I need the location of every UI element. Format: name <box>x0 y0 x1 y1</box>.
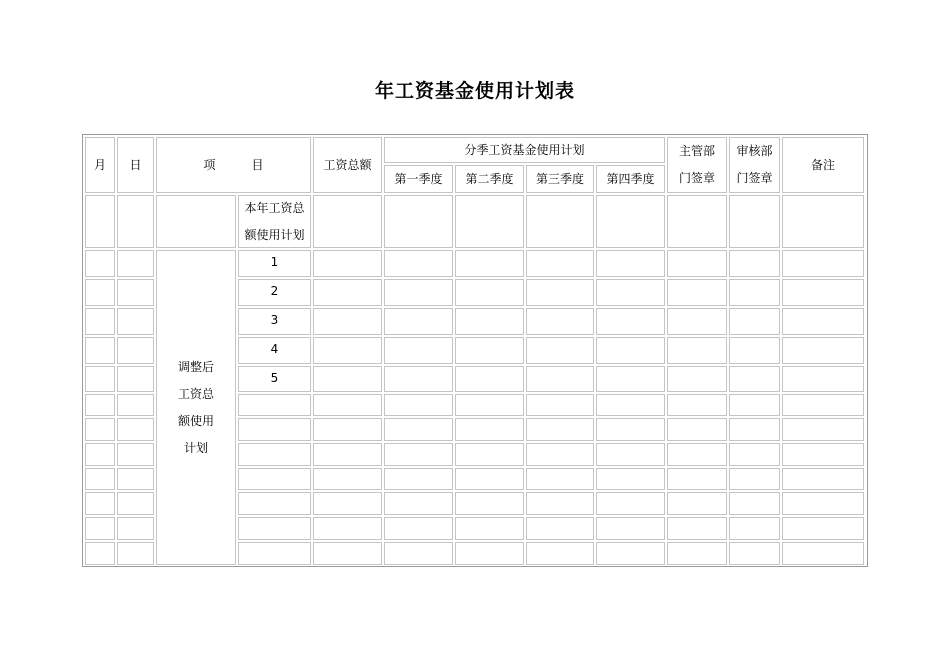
row-2-q3 <box>526 279 594 306</box>
row-11-q2 <box>455 517 524 540</box>
adjusted-line3: 额使用 <box>177 413 214 428</box>
row-number-2: 2 <box>238 279 311 306</box>
row-7-q2 <box>455 418 524 441</box>
row-2-q4 <box>596 279 665 306</box>
row-11-reviewer <box>729 517 780 540</box>
row-10-day <box>117 492 154 515</box>
row-2-q1 <box>384 279 453 306</box>
row-5-q1 <box>384 366 453 392</box>
row-3-month <box>85 308 115 335</box>
row-8-q1 <box>384 443 453 466</box>
row-9-q1 <box>384 468 453 490</box>
row-8-q4 <box>596 443 665 466</box>
row-8-total <box>313 443 382 466</box>
row-4-reviewer <box>729 337 780 364</box>
row-9-reviewer <box>729 468 780 490</box>
row-9-q2 <box>455 468 524 490</box>
row-1-month <box>85 250 115 277</box>
row-6-q1 <box>384 394 453 416</box>
header-q1: 第一季度 <box>384 165 453 193</box>
row-number-3: 3 <box>238 308 311 335</box>
row-4-remarks <box>782 337 864 364</box>
row-9-remarks <box>782 468 864 490</box>
row-11-day <box>117 517 154 540</box>
row-3-total <box>313 308 382 335</box>
row-9-total <box>313 468 382 490</box>
header-reviewer-line2: 门签章 <box>736 171 773 185</box>
row-6-sub-item <box>238 394 311 416</box>
row-9-day <box>117 468 154 490</box>
row-6-day <box>117 394 154 416</box>
row-10-q2 <box>455 492 524 515</box>
row-11-total <box>313 517 382 540</box>
header-q2: 第二季度 <box>455 165 524 193</box>
row-3-q3 <box>526 308 594 335</box>
row-3-supervisor <box>667 308 727 335</box>
row-6-q2 <box>455 394 524 416</box>
row-1-q4 <box>596 250 665 277</box>
wage-fund-plan-table <box>82 134 868 567</box>
row-11-remarks <box>782 517 864 540</box>
row-8-remarks <box>782 443 864 466</box>
row-1-total <box>313 250 382 277</box>
adjusted-line4: 计划 <box>183 440 208 455</box>
row-number-5: 5 <box>238 366 311 392</box>
header-item: 项 目 <box>156 137 311 193</box>
adjusted-plan-label <box>156 250 236 565</box>
page-title: 年工资基金使用计划表 <box>374 80 575 102</box>
row-2-month <box>85 279 115 306</box>
header-remarks: 备注 <box>782 137 864 193</box>
row-10-q3 <box>526 492 594 515</box>
row-2-q2 <box>455 279 524 306</box>
row-3-remarks <box>782 308 864 335</box>
row-12-q2 <box>455 542 524 565</box>
row-7-total <box>313 418 382 441</box>
row-7-supervisor <box>667 418 727 441</box>
row-7-q3 <box>526 418 594 441</box>
row-8-q3 <box>526 443 594 466</box>
row-11-month <box>85 517 115 540</box>
row-12-reviewer <box>729 542 780 565</box>
row-12-remarks <box>782 542 864 565</box>
row-annual-reviewer <box>729 195 780 248</box>
row-1-q1 <box>384 250 453 277</box>
row-annual-q4 <box>596 195 665 248</box>
header-quarterly-plan: 分季工资基金使用计划 <box>384 137 665 163</box>
row-7-q1 <box>384 418 453 441</box>
row-3-q1 <box>384 308 453 335</box>
row-annual-remarks <box>782 195 864 248</box>
row-11-supervisor <box>667 517 727 540</box>
row-4-month <box>85 337 115 364</box>
row-5-supervisor <box>667 366 727 392</box>
row-annual-total <box>313 195 382 248</box>
row-10-supervisor <box>667 492 727 515</box>
row-1-q2 <box>455 250 524 277</box>
header-reviewer-seal <box>729 137 780 193</box>
row-10-reviewer <box>729 492 780 515</box>
row-annual-supervisor <box>667 195 727 248</box>
header-supervisor-seal <box>667 137 727 193</box>
row-5-q4 <box>596 366 665 392</box>
row-7-day <box>117 418 154 441</box>
row-5-total <box>313 366 382 392</box>
row-8-supervisor <box>667 443 727 466</box>
row-12-month <box>85 542 115 565</box>
row-10-total <box>313 492 382 515</box>
row-11-sub-item <box>238 517 311 540</box>
row-annual-day <box>117 195 154 248</box>
row-2-reviewer <box>729 279 780 306</box>
row-annual-q3 <box>526 195 594 248</box>
row-6-q4 <box>596 394 665 416</box>
row-10-month <box>85 492 115 515</box>
header-supervisor-line2: 门签章 <box>678 171 715 185</box>
row-6-month <box>85 394 115 416</box>
row-3-reviewer <box>729 308 780 335</box>
row-5-day <box>117 366 154 392</box>
row-annual-q2 <box>455 195 524 248</box>
row-9-q3 <box>526 468 594 490</box>
row-2-remarks <box>782 279 864 306</box>
adjusted-line1: 调整后 <box>177 359 214 374</box>
row-1-day <box>117 250 154 277</box>
row-11-q3 <box>526 517 594 540</box>
row-7-reviewer <box>729 418 780 441</box>
row-3-q2 <box>455 308 524 335</box>
row-7-remarks <box>782 418 864 441</box>
row-11-q1 <box>384 517 453 540</box>
annual-plan-line2: 额使用计划 <box>244 227 305 242</box>
row-annual-q1 <box>384 195 453 248</box>
row-5-reviewer <box>729 366 780 392</box>
row-annual-plan-label <box>238 195 311 248</box>
header-total-wage: 工资总额 <box>313 137 382 193</box>
row-12-q1 <box>384 542 453 565</box>
row-number-4: 4 <box>238 337 311 364</box>
row-1-reviewer <box>729 250 780 277</box>
row-4-day <box>117 337 154 364</box>
row-9-sub-item <box>238 468 311 490</box>
row-1-supervisor <box>667 250 727 277</box>
row-9-month <box>85 468 115 490</box>
row-7-month <box>85 418 115 441</box>
row-9-q4 <box>596 468 665 490</box>
row-6-reviewer <box>729 394 780 416</box>
row-7-q4 <box>596 418 665 441</box>
row-11-q4 <box>596 517 665 540</box>
header-day: 日 <box>117 137 154 193</box>
row-12-sub-item <box>238 542 311 565</box>
row-8-day <box>117 443 154 466</box>
row-10-q4 <box>596 492 665 515</box>
row-2-total <box>313 279 382 306</box>
row-5-q2 <box>455 366 524 392</box>
row-8-month <box>85 443 115 466</box>
annual-plan-line1: 本年工资总 <box>244 200 305 215</box>
row-1-remarks <box>782 250 864 277</box>
row-8-q2 <box>455 443 524 466</box>
row-3-q4 <box>596 308 665 335</box>
row-12-q3 <box>526 542 594 565</box>
row-6-q3 <box>526 394 594 416</box>
header-reviewer-line1: 审核部 <box>736 144 773 158</box>
row-3-day <box>117 308 154 335</box>
row-7-sub-item <box>238 418 311 441</box>
row-5-remarks <box>782 366 864 392</box>
row-12-supervisor <box>667 542 727 565</box>
row-4-q2 <box>455 337 524 364</box>
row-12-q4 <box>596 542 665 565</box>
row-2-supervisor <box>667 279 727 306</box>
row-10-sub-item <box>238 492 311 515</box>
row-2-day <box>117 279 154 306</box>
row-10-q1 <box>384 492 453 515</box>
header-q4: 第四季度 <box>596 165 665 193</box>
row-6-supervisor <box>667 394 727 416</box>
row-annual-item-blank <box>156 195 236 248</box>
row-4-supervisor <box>667 337 727 364</box>
row-4-q4 <box>596 337 665 364</box>
row-12-total <box>313 542 382 565</box>
row-4-q3 <box>526 337 594 364</box>
row-12-day <box>117 542 154 565</box>
row-4-q1 <box>384 337 453 364</box>
row-annual-month <box>85 195 115 248</box>
header-supervisor-line1: 主管部 <box>678 144 715 158</box>
header-month: 月 <box>85 137 115 193</box>
row-5-q3 <box>526 366 594 392</box>
row-4-total <box>313 337 382 364</box>
row-6-total <box>313 394 382 416</box>
header-q3: 第三季度 <box>526 165 594 193</box>
row-8-reviewer <box>729 443 780 466</box>
row-6-remarks <box>782 394 864 416</box>
adjusted-line2: 工资总 <box>177 386 214 401</box>
row-8-sub-item <box>238 443 311 466</box>
row-9-supervisor <box>667 468 727 490</box>
row-1-q3 <box>526 250 594 277</box>
row-5-month <box>85 366 115 392</box>
row-10-remarks <box>782 492 864 515</box>
row-number-1: 1 <box>238 250 311 277</box>
